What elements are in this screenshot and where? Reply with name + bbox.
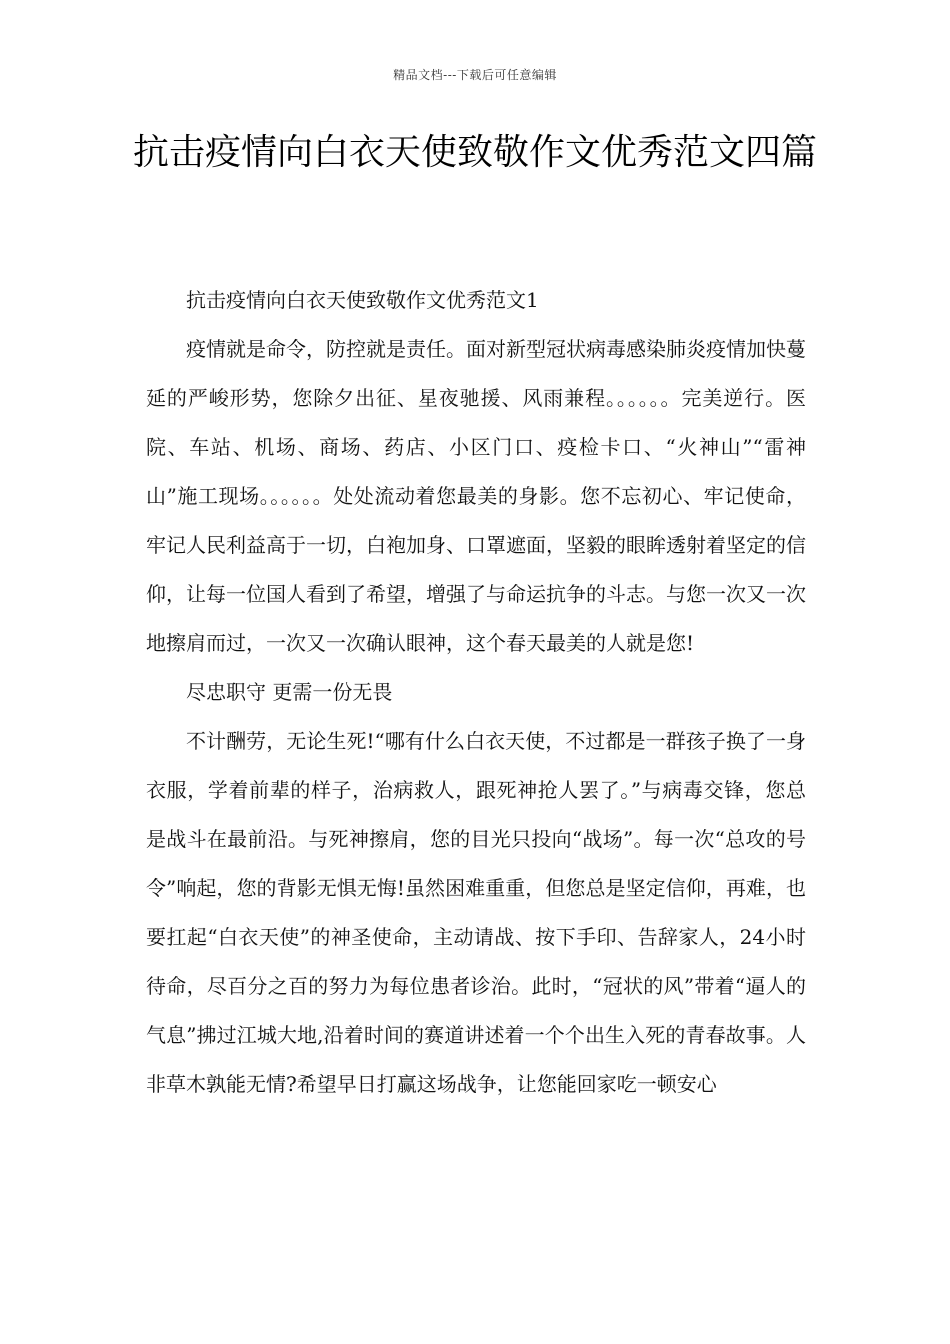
essay-heading: 抗击疫情向白衣天使致敬作文优秀范文1 [186,288,539,312]
document-body [146,276,806,1109]
body-paragraph: 疫情就是命令，防控就是责任。面对新型冠状病毒感染肺炎疫情加快蔓延的严峻形势，您除夕出征、星夜驰援、风雨兼程。。。。。。完美逆行。医院、车站、机场、商场、药店、小区门口、疫检卡口、“火神山”“雷神山”施工现场。。。。。。处处流动着您最美的身影。您不忘初心、牢记使命，牢记人民利益高于一切，白袍加身、口罩遮面，坚毅的眼眸透射着坚定的信仰，让每一位国人看到了希望，增强了与命运抗争的斗志。与您一次又一次地擦肩而过，一次又一次确认眼神，这个春天最美的人就是您! [146,337,806,655]
body-paragraph: 不计酬劳，无论生死!“哪有什么白衣天使，不过都是一群孩子换了一身衣服，学着前辈的样子，治病救人，跟死神抢人罢了。”与病毒交锋，您总是战斗在最前沿。与死神擦肩，您的目光只投向“战场”。每一次“总攻的号令”响起，您的背影无惧无悔!虽然困难重重，但您总是坚定信仰，再难，也要扛起“白衣天使”的神圣使命，主动请战、按下手印、告辞家人，24小时待命，尽百分之百的努力为每位患者诊治。此时，“冠状的风”带着“逼人的气息”拂过江城大地,沿着时间的赛道讲述着一个个出生入死的青春故事。人非草木孰能无情?希望早日打赢这场战争，让您能回家吃一顿安心 [146,729,806,1096]
section-heading: 尽忠职守 更需一份无畏 [186,680,393,704]
document-title: 抗击疫情向白衣天使致敬作文优秀范文四篇 [132,132,817,173]
header-note: 精品文档---下载后可任意编辑 [393,68,557,82]
